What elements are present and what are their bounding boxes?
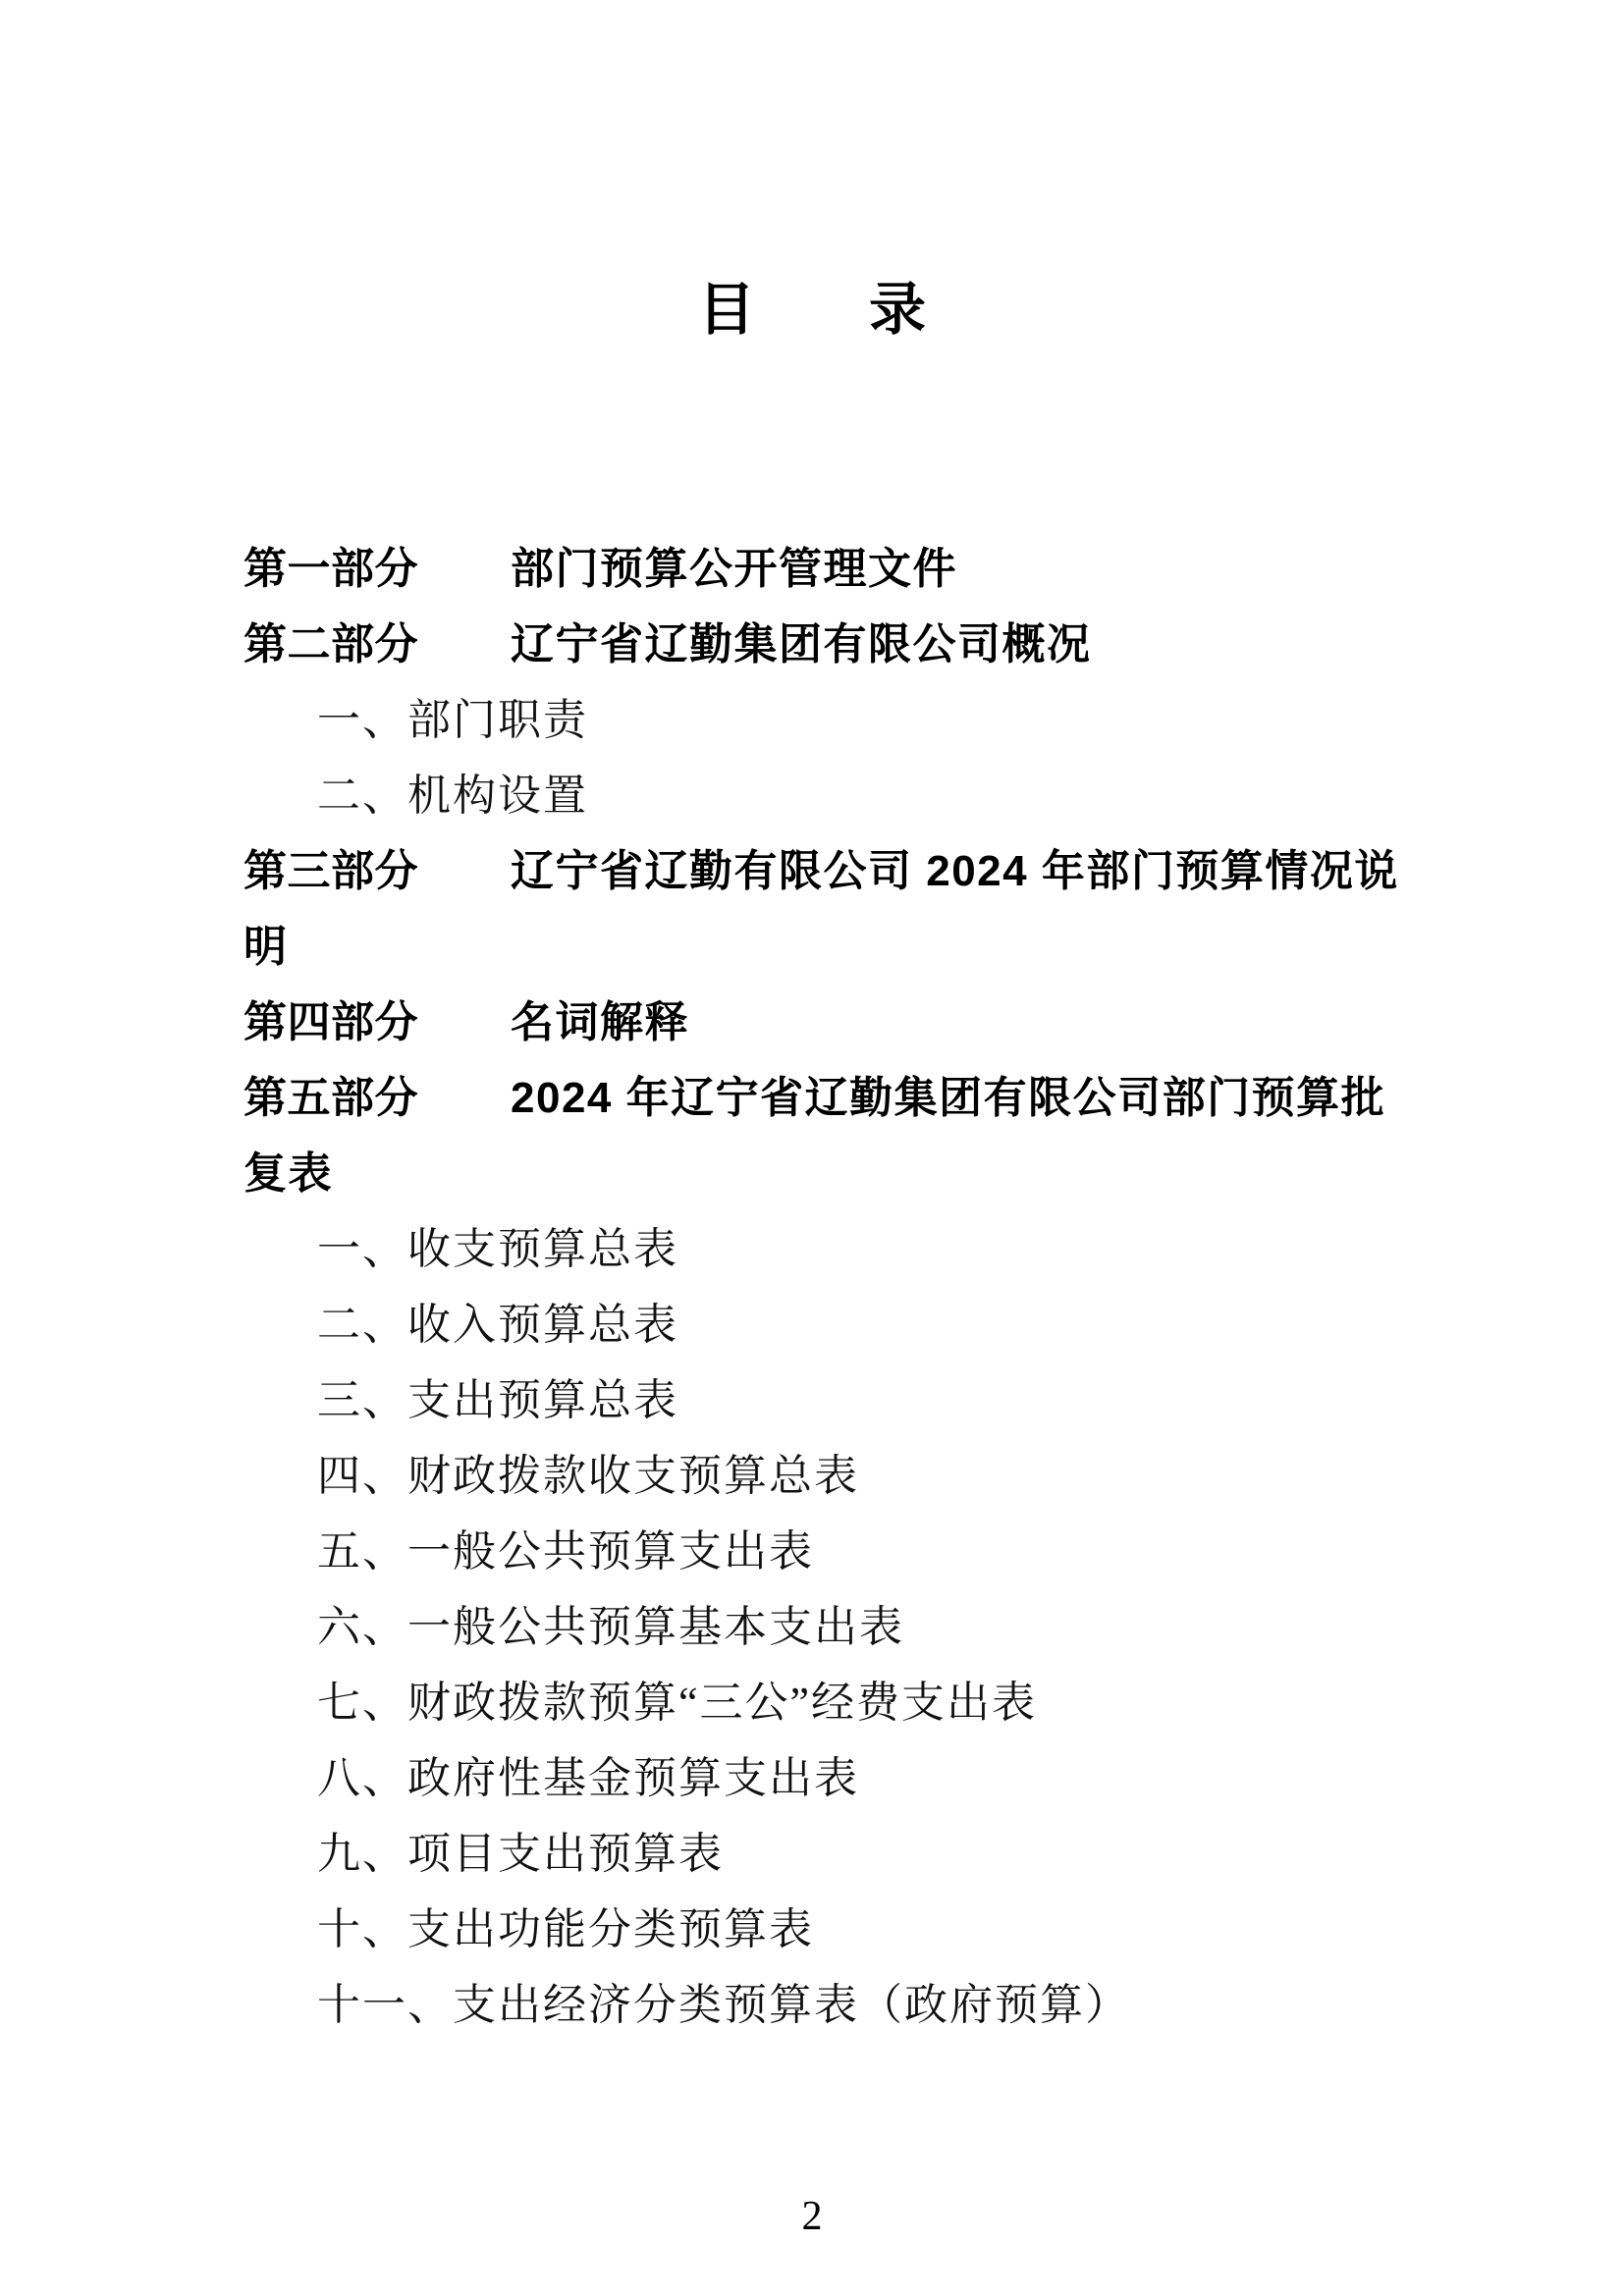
toc-section-title: 2024 年辽宁省辽勤集团有限公司部门预算批 bbox=[511, 1073, 1386, 1122]
toc-section-title: 辽宁省辽勤集团有限公司概况 bbox=[511, 619, 1092, 668]
toc-sub-item-text: 七、财政拨款预算“三公”经费支出表 bbox=[317, 1678, 1038, 1727]
toc-sub-item-text: 十一、支出经济分类预算表（政府预算） bbox=[317, 1980, 1130, 2029]
toc-continuation-text: 明 bbox=[244, 922, 289, 971]
toc-sub-item-text: 三、支出预算总表 bbox=[317, 1375, 678, 1424]
toc-section-part-2 bbox=[244, 602, 1384, 677]
toc-sub-item bbox=[244, 677, 1384, 753]
toc-sub-item-text: 十、支出功能分类预算表 bbox=[317, 1904, 814, 1953]
toc-section-part-1 bbox=[244, 526, 1384, 602]
toc-sub-item-text: 六、一般公共预算基本支出表 bbox=[317, 1602, 904, 1651]
toc-sub-item bbox=[244, 1584, 1384, 1660]
toc-section-part-5 bbox=[244, 1055, 1384, 1131]
toc-sub-item bbox=[244, 1358, 1384, 1433]
toc-sub-item bbox=[244, 1206, 1384, 1282]
toc-sub-item bbox=[244, 1660, 1384, 1735]
toc-sub-item bbox=[244, 1735, 1384, 1811]
toc-continuation-text: 复表 bbox=[244, 1148, 333, 1198]
toc-sub-item bbox=[244, 753, 1384, 828]
table-of-contents bbox=[244, 526, 1399, 2038]
toc-sub-item-text: 八、政府性基金预算支出表 bbox=[317, 1753, 859, 1802]
toc-section-label: 第二部分 bbox=[244, 619, 418, 668]
toc-sub-item bbox=[244, 1433, 1384, 1509]
toc-section-part-4 bbox=[244, 980, 1384, 1055]
toc-sub-item bbox=[244, 1811, 1384, 1887]
toc-sub-item-text: 四、财政拨款收支预算总表 bbox=[317, 1451, 859, 1500]
toc-sub-item-text: 一、收支预算总表 bbox=[317, 1224, 678, 1273]
toc-section-label: 第五部分 bbox=[244, 1073, 418, 1122]
toc-sub-item bbox=[244, 1962, 1384, 2038]
toc-section-title: 部门预算公开管理文件 bbox=[511, 544, 957, 593]
page-title: 目 录 bbox=[697, 278, 926, 342]
toc-section-label: 第一部分 bbox=[244, 544, 418, 593]
toc-sub-item-text: 五、一般公共预算支出表 bbox=[317, 1526, 814, 1575]
toc-section-continuation bbox=[244, 904, 1384, 980]
page-number: 2 bbox=[801, 2194, 823, 2239]
toc-sub-item bbox=[244, 1509, 1384, 1584]
toc-sub-item-text: 二、收入预算总表 bbox=[317, 1300, 678, 1349]
toc-sub-item bbox=[244, 1282, 1384, 1358]
toc-section-label: 第四部分 bbox=[244, 997, 418, 1046]
toc-section-part-3 bbox=[244, 828, 1399, 904]
toc-sub-item-text: 九、项目支出预算表 bbox=[317, 1829, 724, 1878]
toc-section-title: 辽宁省辽勤有限公司 2024 年部门预算情况说 bbox=[511, 846, 1399, 895]
toc-sub-item-text: 二、机构设置 bbox=[317, 771, 588, 820]
toc-section-title: 名词解释 bbox=[511, 997, 689, 1046]
toc-section-label: 第三部分 bbox=[244, 846, 418, 895]
toc-sub-item-text: 一、部门职责 bbox=[317, 695, 588, 744]
toc-section-continuation bbox=[244, 1131, 1384, 1206]
toc-sub-item bbox=[244, 1887, 1384, 1962]
